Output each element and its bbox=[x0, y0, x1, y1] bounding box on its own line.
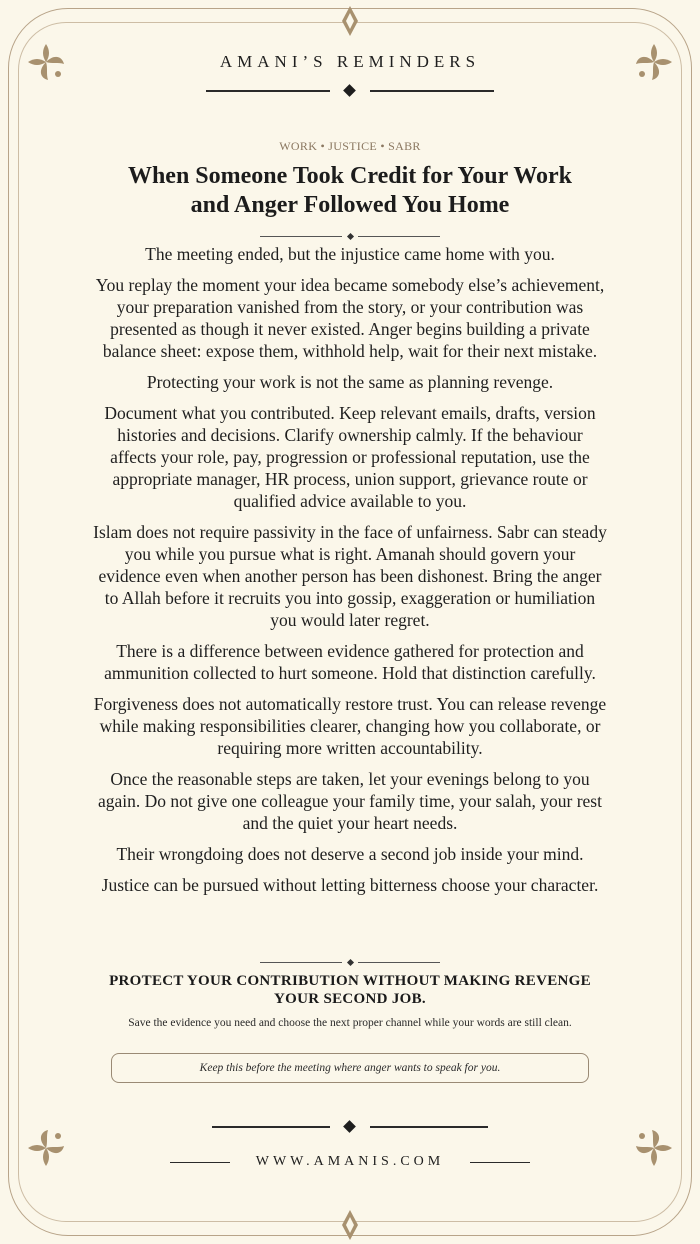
paragraph: Their wrongdoing does not deserve a second job inside your mind. bbox=[116, 844, 584, 864]
paragraph: Justice can be pursued without letting bitterness choose your character. bbox=[101, 875, 599, 895]
header-title: AMANI’S REMINDERS bbox=[219, 52, 481, 71]
title-rule-right bbox=[358, 236, 440, 237]
article-title: When Someone Took Credit for Your Work and Anger Followed You Home bbox=[127, 163, 573, 218]
header-rule-right bbox=[370, 90, 494, 92]
header-rule-left bbox=[206, 90, 330, 92]
bottom-center-ornament-icon bbox=[336, 1208, 364, 1242]
footer-rule-left bbox=[212, 1126, 330, 1128]
reminder-note-text: Keep this before the meeting where anger wants to speak for you. bbox=[199, 1062, 501, 1074]
paragraph: The meeting ended, but the injustice came home with you. bbox=[145, 244, 555, 264]
cta-rule-right bbox=[358, 962, 440, 963]
reminder-note-box bbox=[111, 1053, 589, 1083]
cta-rule-left bbox=[260, 962, 342, 963]
paragraph: Islam does not require passivity in the face of unfairness. Sabr can steady you while you pursue what is right. Amanah should govern your evidence even when another person has been dishonest. Bring the anger to Allah before it recruits you into gossip, exaggeration or humiliation you would later regret. bbox=[93, 522, 607, 630]
paragraph: Document what you contributed. Keep relevant emails, drafts, version histories and decisions. Clarify ownership calmly. If the behaviour affects your role, pay, progression or professional reputation, use the appropriate manager, HR process, union support, grievance route or qualified advice available to you. bbox=[104, 403, 596, 511]
paragraph: You replay the moment your idea became somebody else’s achievement, your preparation vanished from the story, or your contribution was presented as though it never existed. Anger begins building a private balance sheet: expose them, withhold help, wait for their next mistake. bbox=[95, 275, 605, 361]
cta-headline: PROTECT YOUR CONTRIBUTION WITHOUT MAKING REVENGE YOUR SECOND JOB. bbox=[109, 973, 591, 1007]
paragraph: Forgiveness does not automatically restore trust. You can release revenge while making responsibilities clearer, changing how you collaborate, or requiring more written accountability. bbox=[93, 694, 607, 758]
paragraph: Once the reasonable steps are taken, let your evenings belong to you again. Do not give one colleague your family time, your salah, your rest and the quiet your heart needs. bbox=[98, 769, 602, 833]
url-rule-right bbox=[470, 1162, 530, 1163]
footer-url: WWW.AMANIS.COM bbox=[255, 1154, 445, 1169]
title-rule-left bbox=[260, 236, 342, 237]
cta-subtext: Save the evidence you need and choose the next proper channel while your words are still clean. bbox=[128, 1017, 572, 1029]
top-center-ornament-icon bbox=[336, 4, 364, 38]
article-body bbox=[92, 243, 608, 905]
paragraph: Protecting your work is not the same as planning revenge. bbox=[146, 372, 554, 392]
topic-tags: WORK • JUSTICE • SABR bbox=[279, 139, 421, 153]
paragraph: There is a difference between evidence gathered for protection and ammunition collected to hurt someone. Hold that distinction carefully. bbox=[104, 641, 596, 683]
footer-rule-right bbox=[370, 1126, 488, 1128]
